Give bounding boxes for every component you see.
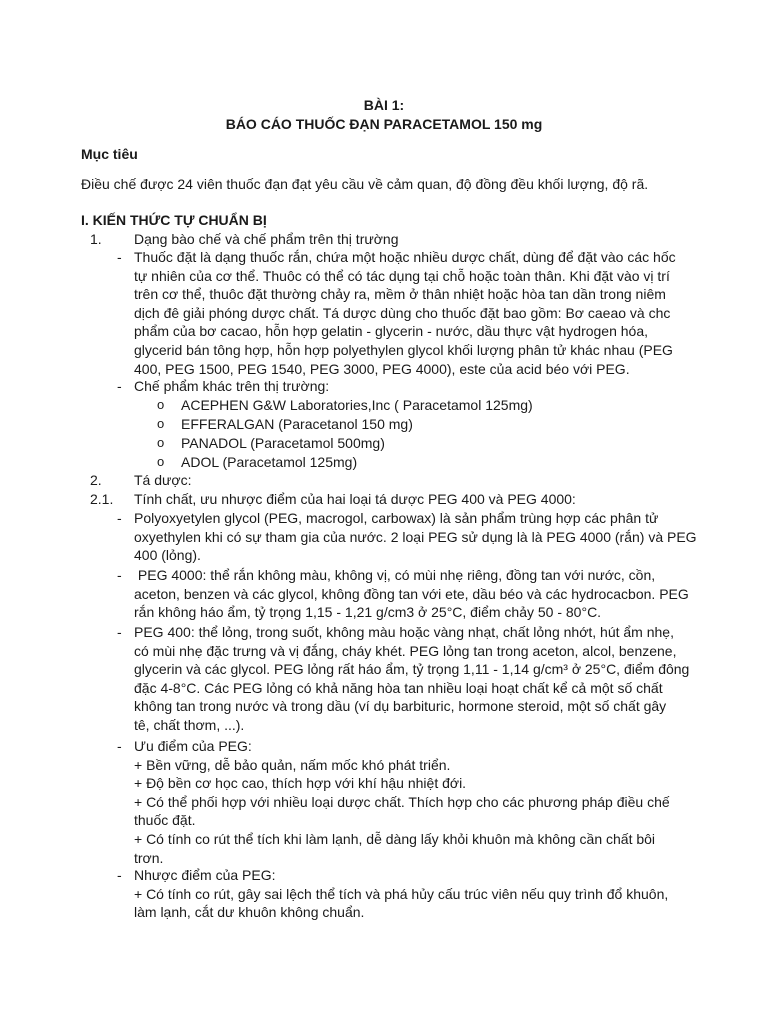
item-label: Tá dược:: [134, 472, 192, 488]
bullet-dash: -: [117, 738, 122, 754]
item-label: Tính chất, ưu nhược điểm của hai loại tá dược PEG 400 và PEG 4000:: [134, 491, 576, 507]
peg-overview-paragraph: [134, 509, 697, 565]
product-item: PANADOL (Paracetamol 500mg): [181, 435, 385, 451]
item-number: 1.: [90, 231, 102, 247]
product-item: EFFERALGAN (Paracetanol 150 mg): [181, 416, 413, 432]
peg400-paragraph: [134, 623, 694, 735]
paragraph-line: dịch đê giải phóng dược chất. Tá dược dùng cho thuốc đặt bao gồm: Bơ caeao và chc: [134, 304, 671, 321]
paragraph-line: 400 (lỏng).: [134, 547, 201, 564]
item-label: Dạng bào chế và chế phẩm trên thị trường: [134, 231, 399, 247]
paragraph-line: không tan trong nước và trong dầu (ví dụ barbituric, hormone steroid, một số chất gây: [134, 698, 667, 715]
paragraph-line: aceton, benzen và các glycol, không đồng tan với ete, dầu béo và các hydrocacbon. PEG: [134, 585, 689, 602]
paragraph-line: + Có tính co rút thể tích khi làm lạnh, dễ dàng lấy khỏi khuôn mà không cần chất bôi: [134, 830, 656, 847]
bullet-dash: -: [117, 624, 122, 640]
paragraph-line: đặc 4-8°C. Các PEG lỏng có khả năng hòa tan nhiều loại hoạt chất kể cả một số chất: [134, 679, 663, 696]
peg4000-paragraph: [134, 566, 694, 622]
bullet-dash: -: [117, 867, 122, 883]
bullet-dash: -: [117, 567, 122, 583]
item-number: 2.1.: [90, 491, 114, 507]
item-number: 2.: [90, 472, 102, 488]
paragraph-line: rắn không háo ẩm, tỷ trọng 1,15 - 1,21 g/cm3 ở 25°C, điểm chảy 50 - 80°C.: [134, 604, 602, 621]
disadvantages-paragraph: [134, 866, 694, 922]
bullet-dash: -: [117, 510, 122, 526]
paragraph-line: + Có tính co rút, gây sai lệch thể tích và phá hủy cấu trúc viên nếu quy trình đổ khuôn,: [134, 885, 669, 902]
circle-bullet: o: [157, 435, 165, 450]
paragraph-line: tê, chất thơm, ...).: [134, 716, 245, 733]
paragraph-line: PEG 400: thể lỏng, trong suốt, không màu hoặc vàng nhạt, chất lỏng nhớt, hút ẩm nhẹ,: [134, 624, 674, 640]
paragraph-line: Polyoxyetylen glycol (PEG, macrogol, carbowax) là sản phẩm trùng hợp các phân tử: [134, 510, 659, 526]
circle-bullet: o: [157, 454, 165, 469]
objective-heading: Mục tiêu: [81, 146, 138, 162]
paragraph-line: có mùi nhẹ đặc trưng và vị đắng, cháy khét. PEG lỏng tan trong aceton, alcol, benzene,: [134, 642, 677, 659]
paragraph-line: + Bền vững, dễ bảo quản, nấm mốc khó phát triển.: [134, 756, 451, 773]
objective-text: Điều chế được 24 viên thuốc đạn đạt yêu cầu về cảm quan, độ đồng đều khối lượng, độ rã.: [81, 176, 649, 192]
paragraph-line: phẩm của bơ cacao, hỗn hợp gelatin - glycerin - nước, dầu thực vật hydrogen hóa,: [134, 323, 649, 340]
paragraph-line: glycerin và các glycol. PEG lỏng rất háo ẩm, tỷ trọng 1,11 - 1,14 g/cm³ ở 25°C, điểm đông: [134, 661, 690, 678]
report-title: BÁO CÁO THUỐC ĐẠN PARACETAMOL 150 mg: [225, 116, 543, 132]
suppository-definition-paragraph: [134, 248, 694, 378]
paragraph-line: oxyethylen khi có sự tham gia của nước. 2 loại PEG sử dụng là là PEG 4000 (rắn) và PEG: [134, 528, 697, 545]
product-item: ACEPHEN G&W Laboratories,Inc ( Paracetamol 125mg): [181, 397, 533, 413]
paragraph-line: Thuốc đặt là dạng thuốc rắn, chứa một hoặc nhiều dược chất, dùng để đặt vào các hốc: [134, 249, 676, 265]
bullet-dash: -: [117, 378, 122, 394]
paragraph-line: PEG 4000: thể rắn không màu, không vị, có mùi nhẹ riêng, đồng tan với nước, cồn,: [134, 567, 656, 583]
market-products-heading: Chế phẩm khác trên thị trường:: [134, 378, 330, 394]
paragraph-line: + Có thể phối hợp với nhiều loại dược chất. Thích hợp cho các phương pháp điều chế: [134, 793, 670, 810]
paragraph-line: tự nhiên của cơ thể. Thuôc có thể có tác dụng tại chỗ hoặc toàn thân. Khi đặt vào vị trí: [134, 267, 670, 284]
paragraph-line: làm lạnh, cắt dư khuôn không chuẩn.: [134, 904, 365, 921]
paragraph-line: 400, PEG 1500, PEG 1540, PEG 3000, PEG 4000), este của acid béo với PEG.: [134, 360, 630, 377]
paragraph-line: thuốc đặt.: [134, 812, 196, 829]
circle-bullet: o: [157, 397, 165, 412]
circle-bullet: o: [157, 416, 165, 431]
paragraph-line: trên cơ thể, thuôc đặt thường chảy ra, mềm ở thân nhiệt hoặc hòa tan dần trong niêm: [134, 286, 666, 303]
product-item: ADOL (Paracetamol 125mg): [181, 454, 358, 470]
advantages-paragraph: [134, 737, 694, 867]
paragraph-line: Nhược điểm của PEG:: [134, 867, 276, 883]
paragraph-line: Ưu điểm của PEG:: [134, 738, 252, 754]
paragraph-line: glycerid bán tông hợp, hỗn hợp polyethylen glycol khối lượng phân tử khác nhau (PEG: [134, 341, 673, 358]
lesson-number: BÀI 1:: [363, 97, 405, 113]
paragraph-line: trơn.: [134, 849, 164, 866]
section-heading: I. KIẾN THỨC TỰ CHUẨN BỊ: [81, 212, 267, 228]
paragraph-line: + Độ bền cơ học cao, thích hợp với khí hậu nhiệt đới.: [134, 775, 467, 792]
bullet-dash: -: [117, 249, 122, 265]
